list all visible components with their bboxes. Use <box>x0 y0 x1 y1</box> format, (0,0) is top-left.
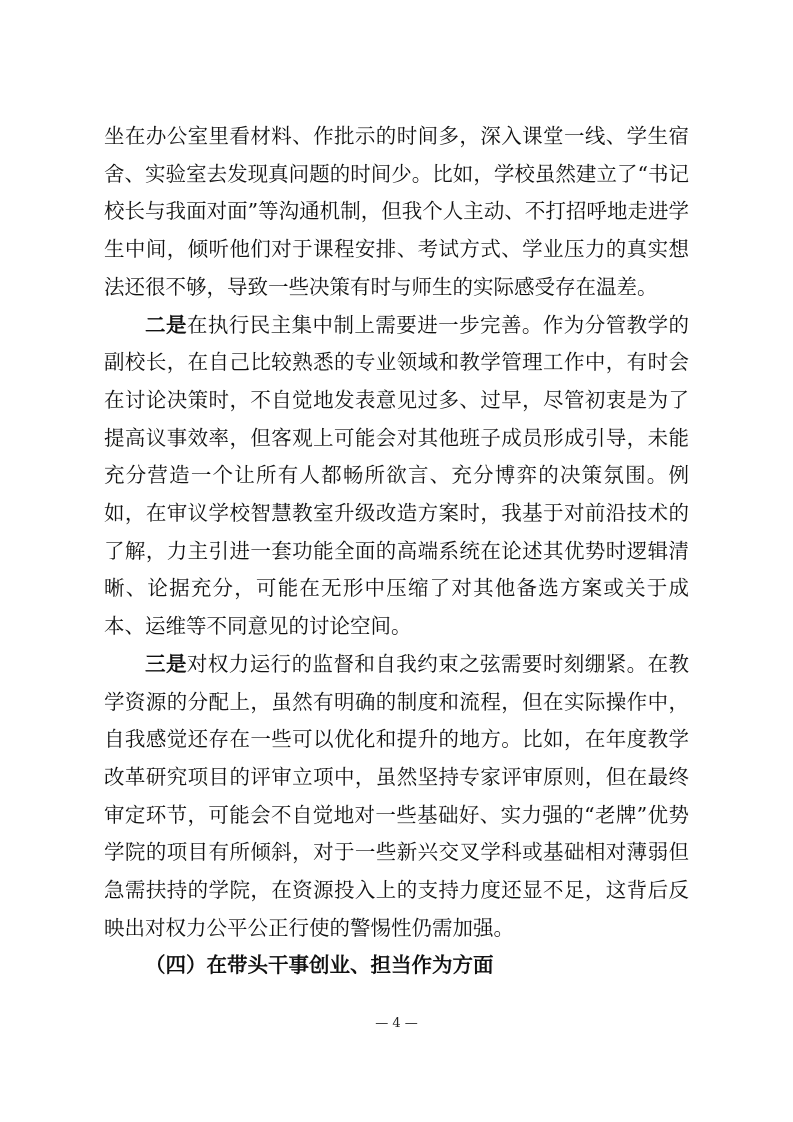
page-number: — 4 — <box>375 1016 418 1031</box>
paragraph-2 <box>104 307 689 646</box>
body-text <box>104 118 689 985</box>
paragraph-3-lead: 三是 <box>145 651 187 676</box>
paragraph-2-lead: 二是 <box>145 312 187 337</box>
paragraph-3-body: 对权力运行的监督和自我约束之弦需要时刻绷紧。在教学资源的分配上，虽然有明确的制度和流程，但在实际操作中，自我感觉还存在一些可以优化和提升的地方。比如，在年度教学改革研究项目的评审立项中，虽然坚持专家评审原则，但在最终审定环节，可能会不自觉地对一些基础好、实力强的“老牌”优势学院的项目有所倾斜，对于一些新兴交叉学科或基础相对薄弱但急需扶持的学院，在资源投入上的支持力度还显不足，这背后反映出对权力公平公正行使的警惕性仍需加强。 <box>104 651 690 940</box>
paragraph-1 <box>104 118 689 307</box>
paragraph-3 <box>104 646 689 948</box>
section-heading: （四）在带头干事创业、担当作为方面 <box>145 953 494 978</box>
paragraph-1-body: 坐在办公室里看材料、作批示的时间多，深入课堂一线、学生宿舍、实验室去发现真问题的时间少。比如，学校虽然建立了“书记校长与我面对面”等沟通机制，但我个人主动、不打招呼地走进学生中间，倾听他们对于课程安排、考试方式、学业压力的真实想法还很不够，导致一些决策有时与师生的实际感受存在温差。 <box>104 124 689 299</box>
paragraph-2-body: 在执行民主集中制上需要进一步完善。作为分管教学的副校长，在自己比较熟悉的专业领域和教学管理工作中，有时会在讨论决策时，不自觉地发表意见过多、过早，尽管初衷是为了提高议事效率，但客观上可能会对其他班子成员形成引导，未能充分营造一个让所有人都畅所欲言、充分博弈的决策氛围。例如，在审议学校智慧教室升级改造方案时，我基于对前沿技术的了解，力主引进一套功能全面的高端系统在论述其优势时逻辑清晰、论据充分，可能在无形中压缩了对其他备选方案或关于成本、运维等不同意见的讨论空间。 <box>104 312 690 639</box>
